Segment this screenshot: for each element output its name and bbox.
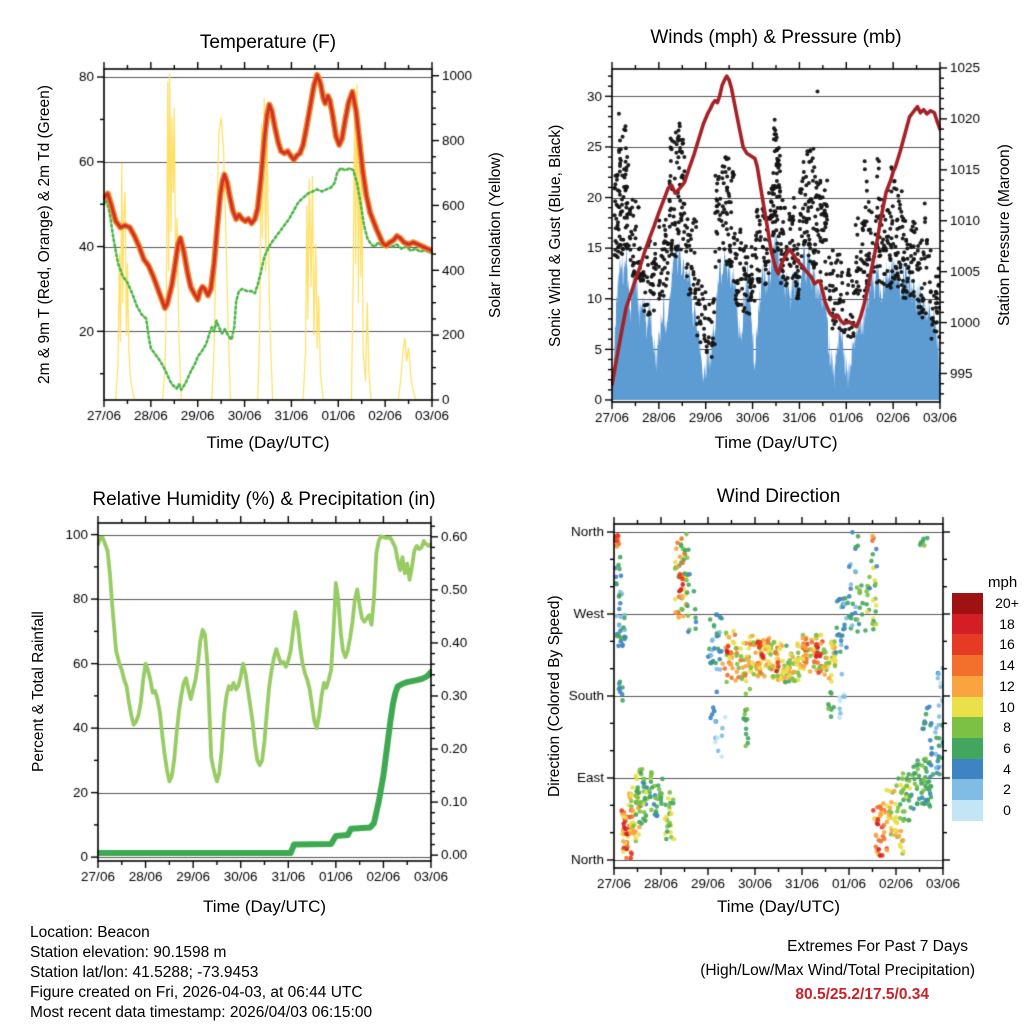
colorbar-label: 10 (999, 698, 1015, 715)
colorbar-label: 2 (1003, 781, 1011, 798)
colorbar-row (952, 779, 1024, 800)
colorbar-swatch (952, 738, 983, 759)
station-info (30, 923, 372, 1023)
colorbar-swatch (952, 779, 983, 800)
colorbar-row (952, 697, 1024, 718)
colorbar-row (952, 759, 1024, 780)
extremes-values: 80.5/25.2/17.5/0.34 (795, 986, 929, 1003)
station-elevation: Station elevation: 90.1598 m (30, 944, 227, 961)
winds-ylabel-right: Station Pressure (Maroon) (996, 144, 1013, 327)
colorbar-swatch (952, 759, 983, 780)
colorbar-swatch (952, 717, 983, 738)
temperature-xlabel: Time (Day/UTC) (206, 433, 330, 452)
station-latlon: Station lat/lon: 41.5288; -73.9453 (30, 964, 259, 981)
wind-direction-xlabel: Time (Day/UTC) (716, 897, 841, 916)
humidity-xlabel: Time (Day/UTC) (202, 897, 327, 916)
colorbar-row (952, 717, 1024, 738)
colorbar-title: mph (988, 574, 1018, 591)
colorbar-swatch (952, 634, 983, 655)
temperature-ylabel-left: 2m & 9m T (Red, Orange) & 2m Td (Green) (36, 85, 53, 385)
winds-xlabel: Time (Day/UTC) (714, 433, 838, 452)
colorbar-label: 8 (1003, 719, 1011, 736)
extremes-title: Extremes For Past 7 Days (787, 938, 968, 955)
colorbar-label: 14 (999, 657, 1015, 674)
colorbar-label: 0 (1003, 802, 1011, 818)
colorbar-label: 12 (999, 677, 1015, 694)
colorbar-label: 4 (1003, 760, 1011, 777)
colorbar-swatch (952, 614, 983, 635)
colorbar-swatch (952, 800, 983, 821)
winds-ylabel-left: Sonic Wind & Gust (Blue, Black) (547, 124, 564, 347)
colorbar-swatch (952, 697, 983, 718)
wind-direction-ylabel-left: Direction (Colored By Speed) (546, 595, 563, 797)
colorbar-swatch (952, 676, 983, 697)
colorbar-label: 20+ (995, 595, 1019, 611)
figure-created-line: Figure created on Fri, 2026-04-03, at 06:44 UTC (30, 984, 363, 1001)
extremes-subtitle: (High/Low/Max Wind/Total Precipitation) (700, 962, 975, 979)
colorbar-row (952, 614, 1024, 635)
colorbar-label: 16 (999, 636, 1015, 653)
colorbar-row (952, 593, 1024, 614)
humidity-ylabel-left: Percent & Total Rainfall (30, 611, 47, 773)
temperature-title: Temperature (F) (199, 32, 337, 53)
colorbar-row (952, 676, 1024, 697)
colorbar-swatch (952, 655, 983, 676)
colorbar-label: 18 (999, 615, 1015, 632)
station-location: Location: Beacon (30, 924, 150, 941)
colorbar-row (952, 634, 1024, 655)
temperature-ylabel-right: Solar Insolation (Yellow) (487, 152, 504, 318)
wind-direction-title: Wind Direction (716, 486, 841, 507)
colorbar-swatch (952, 593, 983, 614)
humidity-precip-title: Relative Humidity (%) & Precipitation (in) (92, 489, 436, 510)
colorbar-label: 6 (1003, 739, 1011, 756)
colorbar-row (952, 738, 1024, 759)
winds-pressure-title: Winds (mph) & Pressure (mb) (650, 27, 902, 48)
recent-data-timestamp: Most recent data timestamp: 2026/04/03 06:15:00 (30, 1004, 373, 1021)
colorbar-row (952, 800, 1024, 821)
colorbar-row (952, 655, 1024, 676)
